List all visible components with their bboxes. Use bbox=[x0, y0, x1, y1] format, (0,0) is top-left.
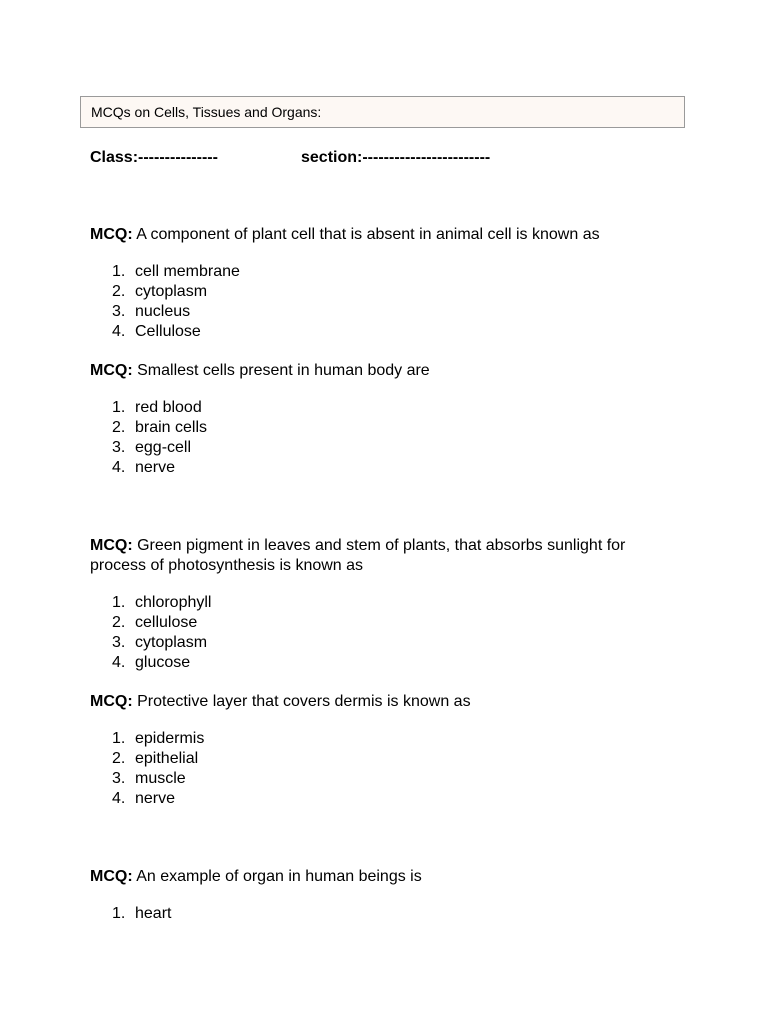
option-number: 4. bbox=[112, 654, 126, 671]
option-text: cytoplasm bbox=[135, 634, 208, 651]
option-text: glucose bbox=[135, 654, 191, 671]
question-stem bbox=[90, 867, 690, 887]
option-list bbox=[90, 262, 690, 342]
option-text: egg-cell bbox=[135, 439, 192, 456]
option-number: 3. bbox=[112, 439, 126, 456]
section-field-label: section:------------------------ bbox=[301, 149, 491, 166]
option-number: 2. bbox=[112, 614, 126, 631]
option-text: red blood bbox=[135, 399, 202, 416]
question-text: Green pigment in leaves and stem of plants, that absorbs sunlight for process of photosynthesis is known as bbox=[90, 537, 626, 574]
option-text: cell membrane bbox=[135, 263, 240, 280]
question-text: Protective layer that covers dermis is known as bbox=[137, 693, 471, 710]
option-list bbox=[90, 398, 690, 478]
option-item bbox=[90, 904, 690, 924]
option-item bbox=[90, 322, 690, 342]
option-number: 1. bbox=[112, 730, 126, 747]
option-item bbox=[90, 789, 690, 809]
option-list bbox=[90, 904, 690, 924]
option-item bbox=[90, 653, 680, 673]
option-text: muscle bbox=[135, 770, 186, 787]
option-number: 1. bbox=[112, 594, 126, 611]
option-text: nerve bbox=[135, 459, 176, 476]
option-number: 4. bbox=[112, 790, 126, 807]
option-item bbox=[90, 749, 690, 769]
question-stem bbox=[90, 225, 690, 245]
option-number: 4. bbox=[112, 323, 126, 340]
option-item bbox=[90, 282, 690, 302]
question-text: Smallest cells present in human body are bbox=[137, 362, 430, 379]
option-number: 1. bbox=[112, 263, 126, 280]
option-number: 1. bbox=[112, 905, 126, 922]
option-item bbox=[90, 613, 680, 633]
option-text: epithelial bbox=[135, 750, 199, 767]
question-1 bbox=[90, 225, 690, 342]
option-item bbox=[90, 438, 690, 458]
option-item bbox=[90, 633, 680, 653]
option-item bbox=[90, 729, 690, 749]
option-number: 3. bbox=[112, 303, 126, 320]
option-item bbox=[90, 398, 690, 418]
option-text: chlorophyll bbox=[135, 594, 212, 611]
question-5 bbox=[90, 867, 690, 924]
option-number: 4. bbox=[112, 459, 126, 476]
option-number: 2. bbox=[112, 419, 126, 436]
option-item bbox=[90, 769, 690, 789]
question-prefix: MCQ: bbox=[90, 537, 133, 554]
option-text: cytoplasm bbox=[135, 283, 208, 300]
question-stem bbox=[90, 536, 680, 576]
option-number: 3. bbox=[112, 770, 126, 787]
question-prefix: MCQ: bbox=[90, 693, 133, 710]
question-stem bbox=[90, 692, 690, 712]
option-number: 3. bbox=[112, 634, 126, 651]
question-2 bbox=[90, 361, 690, 478]
option-item bbox=[90, 262, 690, 282]
option-number: 1. bbox=[112, 399, 126, 416]
question-prefix: MCQ: bbox=[90, 868, 133, 885]
option-number: 2. bbox=[112, 283, 126, 300]
document-title: MCQs on Cells, Tissues and Organs: bbox=[91, 104, 322, 120]
question-prefix: MCQ: bbox=[90, 226, 133, 243]
option-text: cellulose bbox=[135, 614, 198, 631]
question-text: A component of plant cell that is absent in animal cell is known as bbox=[136, 226, 600, 243]
question-prefix: MCQ: bbox=[90, 362, 133, 379]
option-list bbox=[90, 593, 680, 673]
option-list bbox=[90, 729, 690, 809]
option-item bbox=[90, 593, 680, 613]
option-text: Cellulose bbox=[135, 323, 201, 340]
option-text: brain cells bbox=[135, 419, 208, 436]
question-text: An example of organ in human beings is bbox=[136, 868, 422, 885]
question-stem bbox=[90, 361, 690, 381]
option-text: heart bbox=[135, 905, 172, 922]
title-box bbox=[80, 96, 685, 128]
option-item bbox=[90, 302, 690, 322]
option-number: 2. bbox=[112, 750, 126, 767]
option-item bbox=[90, 458, 690, 478]
question-3 bbox=[90, 536, 680, 673]
option-text: nucleus bbox=[135, 303, 191, 320]
option-text: epidermis bbox=[135, 730, 205, 747]
option-item bbox=[90, 418, 690, 438]
question-4 bbox=[90, 692, 690, 809]
option-text: nerve bbox=[135, 790, 176, 807]
class-field-label: Class:--------------- bbox=[90, 149, 218, 166]
